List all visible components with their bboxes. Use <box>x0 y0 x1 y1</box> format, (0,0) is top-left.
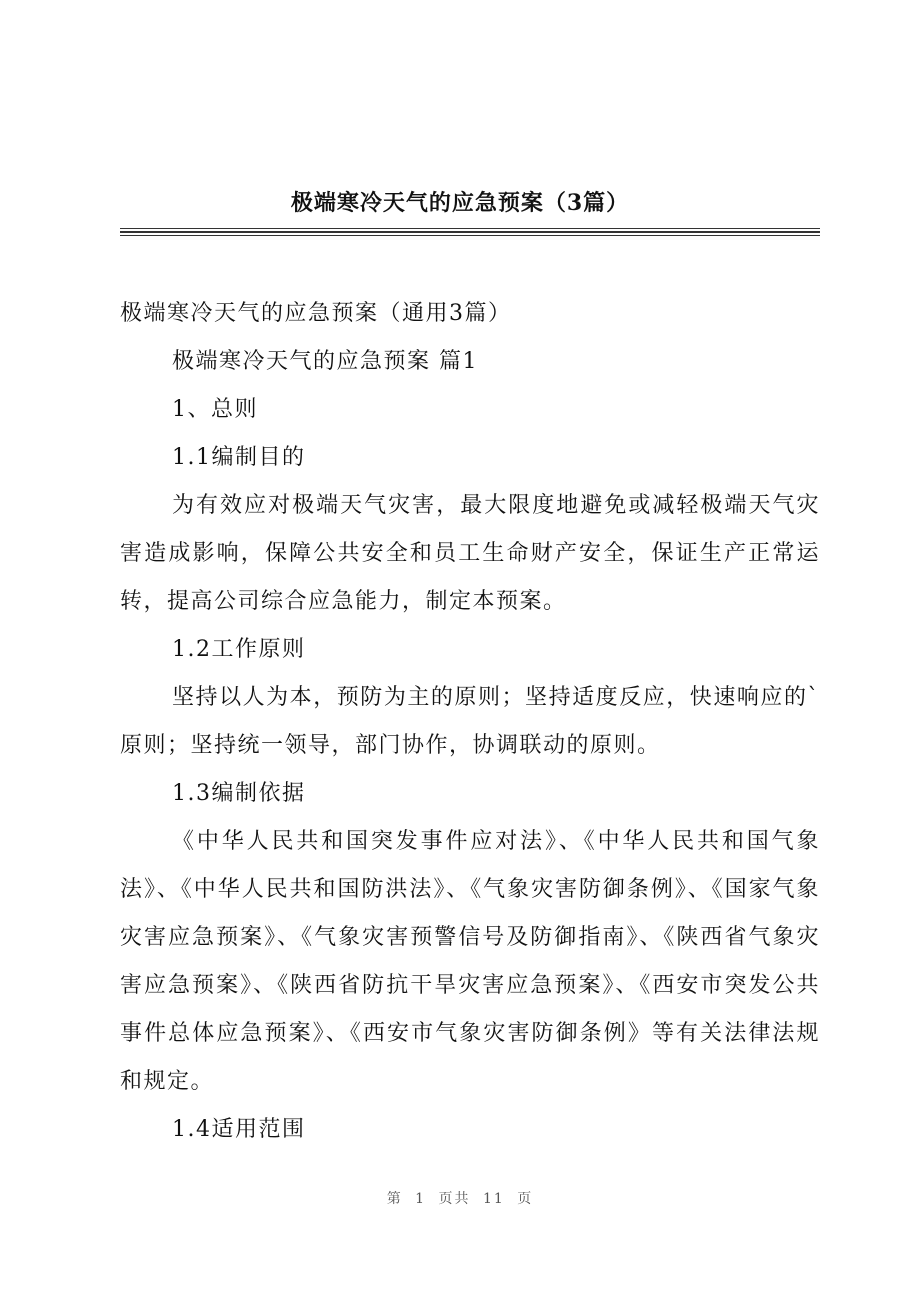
document-title: 极端寒冷天气的应急预案（3篇） <box>290 190 630 216</box>
heading-basis: 1.3编制依据 <box>172 781 306 806</box>
heading-scope: 1.4适用范围 <box>172 1117 306 1142</box>
page-footer: 第 1 页共 11 页 <box>386 1191 534 1207</box>
paragraph-purpose: 为有效应对极端天气灾害，最大限度地避免或减轻极端天气灾害造成影响，保障公共安全和员工生命财产安全，保证生产正常运转，提高公司综合应急能力，制定本预案。 <box>120 493 820 614</box>
paragraph-basis: 《中华人民共和国突发事件应对法》、《中华人民共和国气象法》、《中华人民共和国防洪法》、《气象灾害防御条例》、《国家气象灾害应急预案》、《气象灾害预警信号及防御指南》、《陕西省气象灾害应急预案》、《陕西省防抗干旱灾害应急预案》、《西安市突发公共事件总体应急预案》、《西安市气象灾害防御条例》等有关法律法规和规定。 <box>120 829 820 1094</box>
section-heading: 极端寒冷天气的应急预案 篇1 <box>172 349 478 374</box>
document-subtitle: 极端寒冷天气的应急预案（通用3篇） <box>120 301 512 326</box>
paragraph-working-principles: 坚持以人为本，预防为主的原则；坚持适度反应，快速响应的`原则；坚持统一领导，部门协作，协调联动的原则。 <box>120 685 820 758</box>
heading-general-principles: 1、总则 <box>172 397 258 422</box>
document-body <box>120 290 820 1154</box>
heading-purpose: 1.1编制目的 <box>172 445 306 470</box>
title-underline-bottom <box>120 235 820 236</box>
heading-working-principles: 1.2工作原则 <box>172 637 306 662</box>
title-underline-middle <box>120 231 820 233</box>
title-underline-top <box>120 228 820 229</box>
